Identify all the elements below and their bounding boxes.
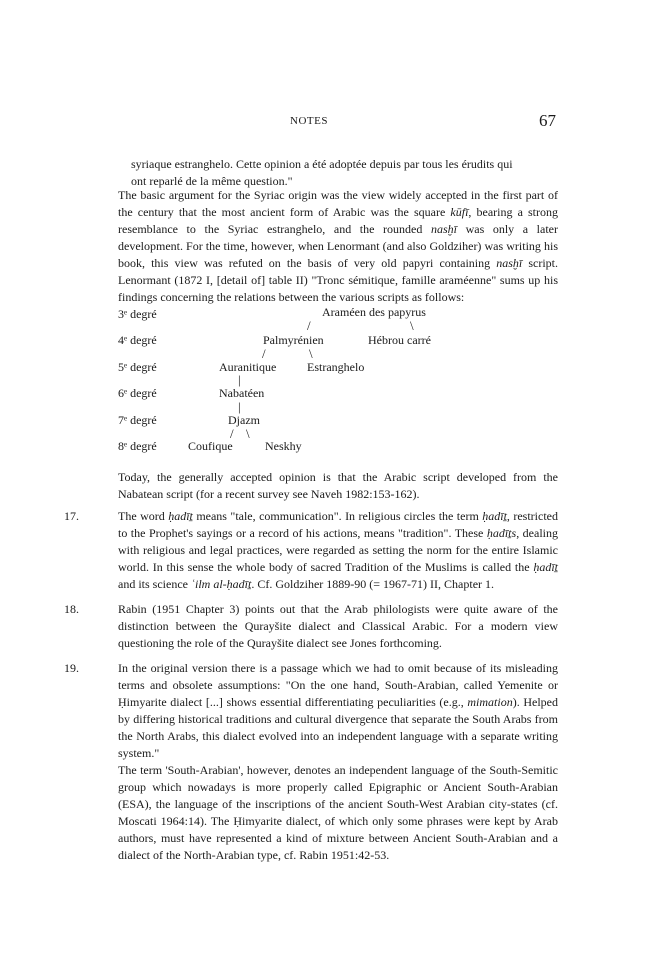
tree-node: Djazm bbox=[228, 413, 260, 427]
tree-connector: / bbox=[307, 318, 311, 333]
tree-node: Araméen des papyrus bbox=[322, 305, 426, 319]
text-run: The term 'South-Arabian', however, denotes an independent language of the South-Semitic group which nowadays is more properly called Epigraphic or Ancient South-Arabian (ESA), the language of the inscriptions of the ancient South-West Arabian city-states (cf. Moscati 1964:14). The Ḥimyarite dialect, of which only some phrases were kept by Arab authors, must have represented a kind of mixture between Ancient South-Arabian and a dialect of the North-Arabian type, cf. Rabin 1951:42-53. bbox=[118, 763, 558, 862]
text-run: . Cf. Goldziher 1889-90 (= 1967-71) II, Chapter 1. bbox=[251, 577, 495, 591]
tree-connector: \ bbox=[309, 346, 313, 361]
page-number: 67 bbox=[539, 111, 556, 130]
note-text bbox=[118, 660, 558, 864]
italic-term: ḥadīṯ bbox=[533, 560, 558, 574]
note-number: 18. bbox=[64, 602, 79, 616]
text-run: The word bbox=[118, 509, 169, 523]
italic-term: kūfī bbox=[450, 205, 469, 219]
text-run: The basic argument for the Syriac origin was the view widely accepted in the first part of the century that the most ancient form of Arabic was the square bbox=[118, 188, 558, 219]
italic-term: nasḫī bbox=[496, 256, 523, 270]
note-text bbox=[118, 508, 558, 593]
italic-term: nasḫī bbox=[430, 222, 457, 236]
text-run: , restricted to the Prophet's sayings or a record of his actions, means "tradition". These bbox=[118, 509, 558, 540]
running-head-title: NOTES bbox=[290, 115, 328, 127]
degree-label: 8ᵉ degré bbox=[118, 439, 157, 453]
text-run: script. Lenormant (1872 I, [detail of] table II) "Tronc sémitique, famille araméenne" sums up his findings concerning the relations between the various scripts as follows: bbox=[118, 256, 558, 304]
quotation-continuation bbox=[131, 156, 531, 190]
tree-connector: | bbox=[238, 372, 241, 387]
degree-label: 4ᵉ degré bbox=[118, 333, 157, 347]
text-run: In the original version there is a passage which we had to omit because of its misleading terms and obsolete assumptions: "On the one hand, South-Arabian, called Yemenite or Ḥimyarite dialect [...] shows essential differentiating peculiarities (e.g., bbox=[118, 661, 558, 709]
quote-line: syriaque estranghelo. Cette opinion a été adoptée depuis par tous les érudits qui bbox=[131, 157, 513, 171]
text-run: means "tale, communication". In religious circles the term bbox=[192, 509, 483, 523]
tree-connector: / bbox=[230, 426, 234, 441]
paragraph-text: Today, the generally accepted opinion is that the Arabic script developed from the Nabatean script (for a recent survey see Naveh 1982:153-162). bbox=[118, 470, 558, 501]
tree-connector: \ bbox=[246, 426, 250, 441]
note-number: 19. bbox=[64, 661, 79, 675]
degree-label: 7ᵉ degré bbox=[118, 413, 157, 427]
text-run: and its science bbox=[118, 577, 191, 591]
tree-connector: / bbox=[262, 346, 266, 361]
quote-line: ont reparlé de la même question." bbox=[131, 174, 293, 188]
italic-term: ḥadīṯs bbox=[486, 526, 517, 540]
text-run: , dealing with religious and legal practices, were regarded as setting the norm for the entire Islamic world. In this sense the whole body of sacred Tradition of the Muslims is called the bbox=[118, 526, 558, 574]
tree-node: Hébrou carré bbox=[368, 333, 431, 347]
italic-term: ḥadīṯ bbox=[482, 509, 507, 523]
paragraph-text bbox=[118, 187, 558, 306]
text-run: Rabin (1951 Chapter 3) points out that the Arab philologists were quite aware of the distinction between the Qurayšite dialect and Classical Arabic. For a modern view questioning the role of the Qurayšite dialect see Jones forthcoming. bbox=[118, 602, 558, 650]
italic-term: mimation bbox=[467, 695, 513, 709]
script-genealogy-tree bbox=[0, 300, 650, 465]
text-run: ). Helped by differing historical traditions and cultural divergence that separate the South Arabs from the North Arabs, this dialect evolved into an independent language with a separate writing system." bbox=[118, 695, 558, 760]
tree-node: Estranghelo bbox=[307, 360, 365, 374]
tree-connector: \ bbox=[410, 318, 414, 333]
note-text bbox=[118, 601, 558, 652]
italic-term: ʿilm al-ḥadīṯ bbox=[190, 577, 252, 591]
degree-label: 5ᵉ degré bbox=[118, 360, 157, 374]
degree-label: 6ᵉ degré bbox=[118, 386, 157, 400]
degree-label: 3ᵉ degré bbox=[118, 307, 157, 321]
tree-node: Auranitique bbox=[219, 360, 277, 374]
body-paragraph bbox=[118, 187, 558, 306]
tree-node: Palmyrénien bbox=[263, 333, 324, 347]
text-run: was only a later development. For the time, however, when Lenormant (and also Goldziher) was writing his book, this view was refuted on the basis of very old papyri containing bbox=[118, 222, 558, 270]
text-run: , bearing a strong resemblance to the Syriac estranghelo, and the rounded bbox=[118, 205, 559, 236]
italic-term: ḥadīṯ bbox=[168, 509, 193, 523]
tree-node: Neskhy bbox=[265, 439, 302, 453]
tree-node: Coufique bbox=[188, 439, 233, 453]
body-paragraph bbox=[118, 469, 558, 503]
tree-connector: | bbox=[238, 399, 241, 414]
running-head bbox=[0, 111, 650, 135]
note-number: 17. bbox=[64, 509, 79, 523]
tree-node: Nabatéen bbox=[219, 386, 265, 400]
